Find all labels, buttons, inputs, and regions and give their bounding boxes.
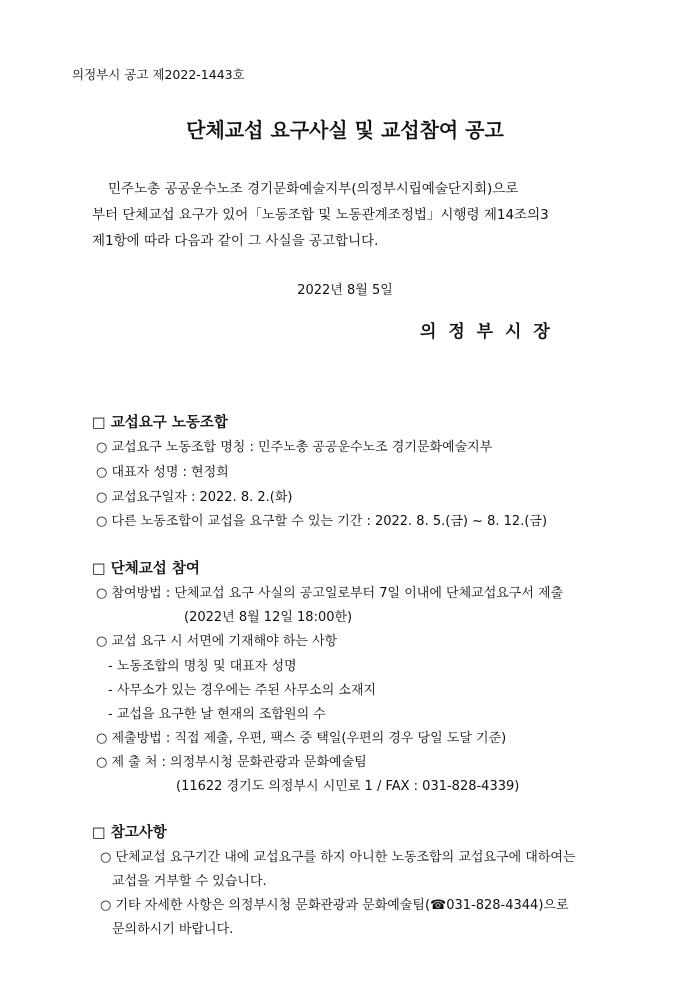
intro-line-2: 부터 단체교섭 요구가 있어「노동조합 및 노동관계조정법」시행령 제14조의3 bbox=[92, 207, 549, 223]
submit-to-item: ○ 제 출 처 : 의정부시청 문화관광과 문화예술팀 bbox=[96, 755, 367, 770]
section-heading-union: □ 교섭요구 노동조합 bbox=[92, 415, 228, 431]
request-date-item: ○ 교섭요구일자 : 2022. 8. 2.(화) bbox=[96, 490, 293, 505]
notice-date: 2022년 8월 5일 bbox=[297, 283, 393, 298]
representative-item: ○ 대표자 성명 : 현정희 bbox=[96, 465, 229, 480]
note-1-line-1: ○ 단체교섭 요구기간 내에 교섭요구를 하지 아니한 노동조합의 교섭요구에 대하여는 bbox=[100, 850, 576, 865]
note-2-line-1: ○ 기타 자세한 사항은 의정부시청 문화관광과 문화예술팀(☎031-828-4344)으로 bbox=[100, 898, 569, 913]
participation-method-item: ○ 참여방법 : 단체교섭 요구 사실의 공고일로부터 7일 이내에 단체교섭요구서 제출 bbox=[96, 586, 564, 601]
participation-deadline: (2022년 8월 12일 18:00한) bbox=[184, 610, 353, 625]
issuer-signature: 의 정 부 시 장 bbox=[420, 322, 553, 342]
submit-address: (11622 경기도 의정부시 시민로 1 / FAX : 031-828-4339) bbox=[176, 779, 520, 794]
required-item-office: - 사무소가 있는 경우에는 주된 사무소의 소재지 bbox=[108, 683, 377, 698]
note-1-line-2: 교섭을 거부할 수 있습니다. bbox=[112, 874, 267, 889]
required-items-heading: ○ 교섭 요구 시 서면에 기재해야 하는 사항 bbox=[96, 634, 338, 649]
required-item-members: - 교섭을 요구한 날 현재의 조합원의 수 bbox=[108, 707, 326, 722]
intro-line-1: 민주노총 공공운수노조 경기문화예술지부(의정부시립예술단지회)으로 bbox=[108, 181, 519, 197]
request-period-item: ○ 다른 노동조합이 교섭을 요구할 수 있는 기간 : 2022. 8. 5.(금) ~ 8. 12.(금) bbox=[96, 514, 548, 529]
section-heading-participation: □ 단체교섭 참여 bbox=[92, 561, 200, 577]
notice-number: 의정부시 공고 제2022-1443호 bbox=[72, 67, 245, 82]
required-item-name: - 노동조합의 명칭 및 대표자 성명 bbox=[108, 659, 297, 674]
union-name-item: ○ 교섭요구 노동조합 명칭 : 민주노총 공공운수노조 경기문화예술지부 bbox=[96, 440, 493, 455]
submission-method-item: ○ 제출방법 : 직접 제출, 우편, 팩스 중 택일(우편의 경우 당일 도달 기준) bbox=[96, 731, 507, 746]
intro-line-3: 제1항에 따라 다음과 같이 그 사실을 공고합니다. bbox=[92, 233, 379, 249]
note-2-line-2: 문의하시기 바랍니다. bbox=[112, 922, 234, 937]
page-title: 단체교섭 요구사실 및 교섭참여 공고 bbox=[186, 118, 504, 142]
section-heading-notes: □ 참고사항 bbox=[92, 825, 167, 841]
